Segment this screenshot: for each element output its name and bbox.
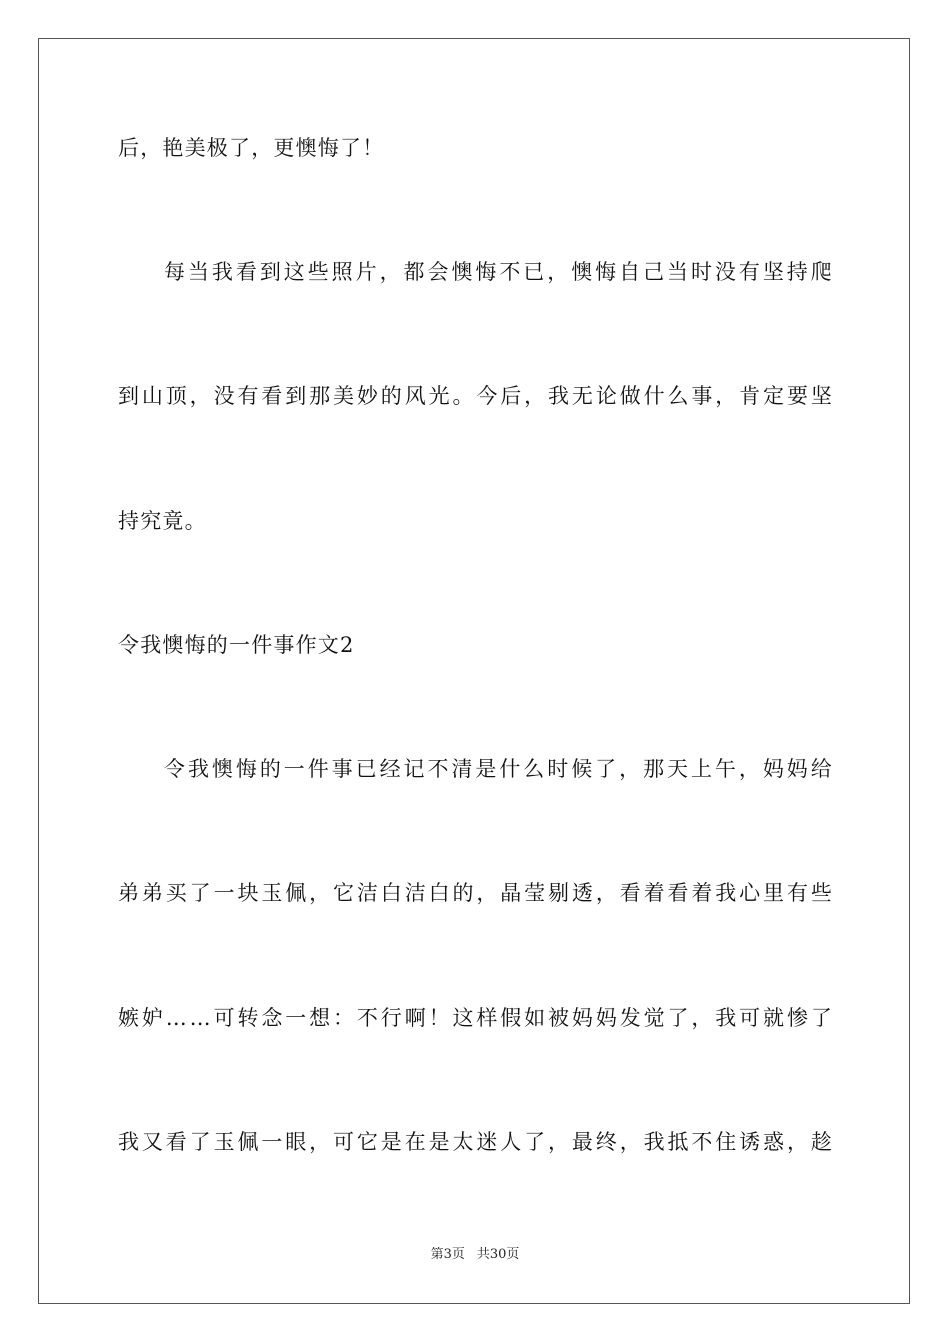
text-line-1: 后，艳美极了，更懊悔了！: [118, 136, 385, 160]
text-line-6: 令 我 懊 悔 的 一 件 事 已 经 记 不 清 是 什 么 时 候 了 ， 那 天 上 午 ， 妈 妈 给: [164, 757, 832, 781]
page-frame: [38, 38, 910, 1304]
text-line-2: 每 当 我 看 到 这 些 照 片 ， 都 会 懊 悔 不 已 ， 懊 悔 自 己 当 时 没 有 坚 持 爬: [164, 260, 832, 284]
text-line-7: 弟 弟 买 了 一 块 玉 佩 ， 它 洁 白 洁 白 的 ， 晶 莹 剔 透 ， 看 着 看 着 我 心 里 有 些: [118, 881, 832, 905]
text-line-8: 嫉 妒 … … 可 转 念 一 想 ： 不 行 啊 ！ 这 样 假 如 被 妈 妈 发 觉 了 ， 我 可 就 惨 了: [118, 1006, 832, 1030]
page-total: 共30页: [476, 1247, 520, 1262]
page-number: 第3页: [430, 1247, 465, 1262]
text-line-4: 持究竟。: [118, 509, 207, 533]
page-footer: [0, 1246, 950, 1264]
text-line-3: 到 山 顶 ， 没 有 看 到 那 美 妙 的 风 光 。 今 后 ， 我 无 论 做 什 么 事 ， 肯 定 要 坚: [118, 384, 832, 408]
section-heading: 令我懊悔的一件事作文2: [118, 633, 355, 657]
text-line-9: 我 又 看 了 玉 佩 一 眼 ， 可 它 是 在 是 太 迷 人 了 ， 最 终 ， 我 抵 不 住 诱 惑 ， 趁: [118, 1130, 832, 1154]
